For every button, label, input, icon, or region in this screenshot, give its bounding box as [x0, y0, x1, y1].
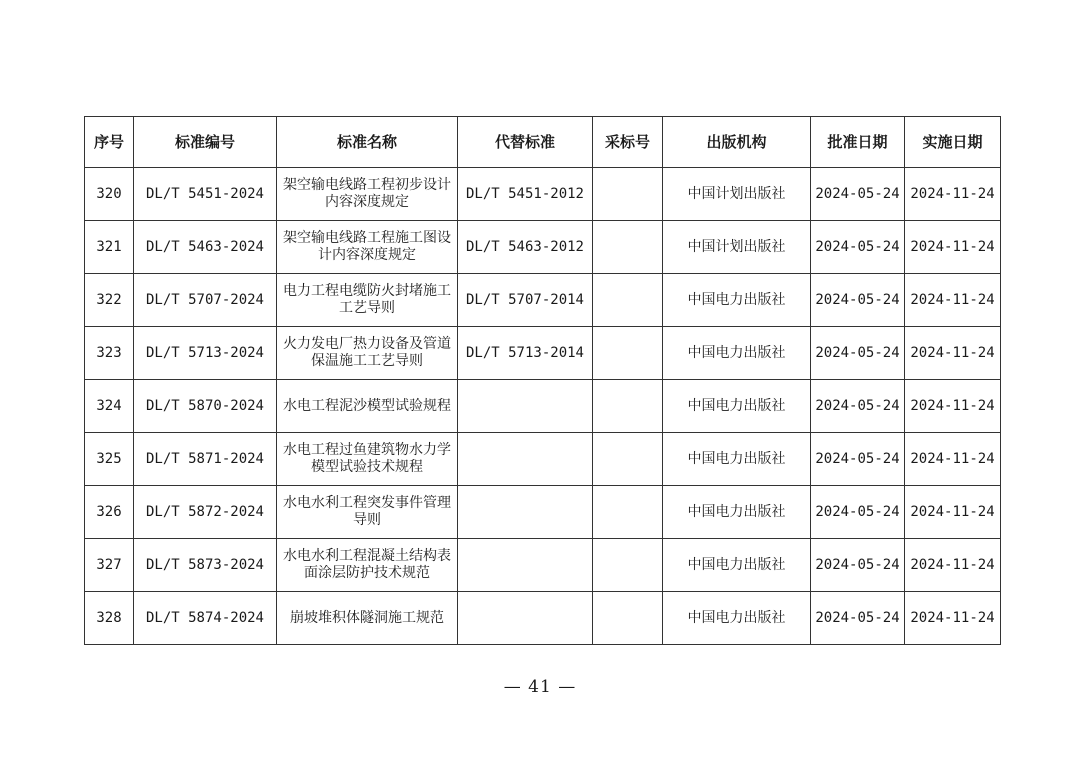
cell-name: 水电水利工程突发事件管理导则	[277, 486, 458, 539]
cell-name: 架空输电线路工程施工图设计内容深度规定	[277, 221, 458, 274]
cell-approved: 2024-05-24	[811, 327, 905, 380]
cell-no: 327	[85, 539, 134, 592]
cell-code: DL/T 5713-2024	[134, 327, 277, 380]
cell-adopt	[593, 221, 663, 274]
table-row	[85, 486, 1001, 539]
header-name: 标准名称	[277, 117, 458, 168]
cell-effective: 2024-11-24	[905, 592, 1001, 645]
cell-no: 323	[85, 327, 134, 380]
standards-table	[84, 116, 1001, 645]
cell-adopt	[593, 539, 663, 592]
cell-publisher: 中国电力出版社	[663, 327, 811, 380]
cell-approved: 2024-05-24	[811, 486, 905, 539]
cell-code: DL/T 5707-2024	[134, 274, 277, 327]
cell-adopt	[593, 486, 663, 539]
table-row	[85, 592, 1001, 645]
cell-code: DL/T 5870-2024	[134, 380, 277, 433]
cell-name: 电力工程电缆防火封堵施工工艺导则	[277, 274, 458, 327]
cell-code: DL/T 5873-2024	[134, 539, 277, 592]
table-row	[85, 380, 1001, 433]
cell-approved: 2024-05-24	[811, 168, 905, 221]
header-approved: 批准日期	[811, 117, 905, 168]
cell-code: DL/T 5874-2024	[134, 592, 277, 645]
table-row	[85, 221, 1001, 274]
cell-adopt	[593, 327, 663, 380]
cell-approved: 2024-05-24	[811, 221, 905, 274]
cell-adopt	[593, 433, 663, 486]
cell-no: 320	[85, 168, 134, 221]
cell-no: 321	[85, 221, 134, 274]
cell-approved: 2024-05-24	[811, 433, 905, 486]
cell-replaces	[458, 433, 593, 486]
cell-publisher: 中国电力出版社	[663, 433, 811, 486]
cell-effective: 2024-11-24	[905, 539, 1001, 592]
table-row	[85, 274, 1001, 327]
cell-adopt	[593, 380, 663, 433]
cell-effective: 2024-11-24	[905, 221, 1001, 274]
cell-approved: 2024-05-24	[811, 274, 905, 327]
cell-publisher: 中国电力出版社	[663, 486, 811, 539]
cell-publisher: 中国计划出版社	[663, 221, 811, 274]
cell-approved: 2024-05-24	[811, 539, 905, 592]
cell-adopt	[593, 168, 663, 221]
table-row	[85, 433, 1001, 486]
cell-approved: 2024-05-24	[811, 592, 905, 645]
cell-replaces: DL/T 5713-2014	[458, 327, 593, 380]
cell-code: DL/T 5451-2024	[134, 168, 277, 221]
header-no: 序号	[85, 117, 134, 168]
cell-publisher: 中国电力出版社	[663, 274, 811, 327]
page-number: — 41 —	[503, 677, 577, 697]
table-header-row	[85, 117, 1001, 168]
cell-replaces	[458, 380, 593, 433]
cell-effective: 2024-11-24	[905, 486, 1001, 539]
cell-name: 水电工程泥沙模型试验规程	[277, 380, 458, 433]
cell-replaces	[458, 539, 593, 592]
cell-effective: 2024-11-24	[905, 380, 1001, 433]
cell-effective: 2024-11-24	[905, 274, 1001, 327]
header-replaces: 代替标准	[458, 117, 593, 168]
cell-replaces: DL/T 5707-2014	[458, 274, 593, 327]
table-row	[85, 539, 1001, 592]
cell-no: 322	[85, 274, 134, 327]
cell-effective: 2024-11-24	[905, 433, 1001, 486]
cell-name: 水电水利工程混凝土结构表面涂层防护技术规范	[277, 539, 458, 592]
cell-name: 火力发电厂热力设备及管道保温施工工艺导则	[277, 327, 458, 380]
cell-adopt	[593, 592, 663, 645]
header-code: 标准编号	[134, 117, 277, 168]
cell-approved: 2024-05-24	[811, 380, 905, 433]
cell-code: DL/T 5872-2024	[134, 486, 277, 539]
cell-effective: 2024-11-24	[905, 168, 1001, 221]
cell-effective: 2024-11-24	[905, 327, 1001, 380]
cell-publisher: 中国电力出版社	[663, 380, 811, 433]
header-effective: 实施日期	[905, 117, 1001, 168]
cell-name: 架空输电线路工程初步设计内容深度规定	[277, 168, 458, 221]
cell-code: DL/T 5463-2024	[134, 221, 277, 274]
cell-no: 328	[85, 592, 134, 645]
cell-publisher: 中国电力出版社	[663, 539, 811, 592]
header-adopt: 采标号	[593, 117, 663, 168]
cell-replaces: DL/T 5463-2012	[458, 221, 593, 274]
cell-replaces: DL/T 5451-2012	[458, 168, 593, 221]
cell-no: 326	[85, 486, 134, 539]
cell-publisher: 中国电力出版社	[663, 592, 811, 645]
cell-name: 水电工程过鱼建筑物水力学模型试验技术规程	[277, 433, 458, 486]
cell-replaces	[458, 486, 593, 539]
cell-publisher: 中国计划出版社	[663, 168, 811, 221]
cell-code: DL/T 5871-2024	[134, 433, 277, 486]
cell-name: 崩坡堆积体隧洞施工规范	[277, 592, 458, 645]
cell-no: 325	[85, 433, 134, 486]
header-publisher: 出版机构	[663, 117, 811, 168]
cell-adopt	[593, 274, 663, 327]
table-row	[85, 327, 1001, 380]
table-row	[85, 168, 1001, 221]
cell-replaces	[458, 592, 593, 645]
cell-no: 324	[85, 380, 134, 433]
